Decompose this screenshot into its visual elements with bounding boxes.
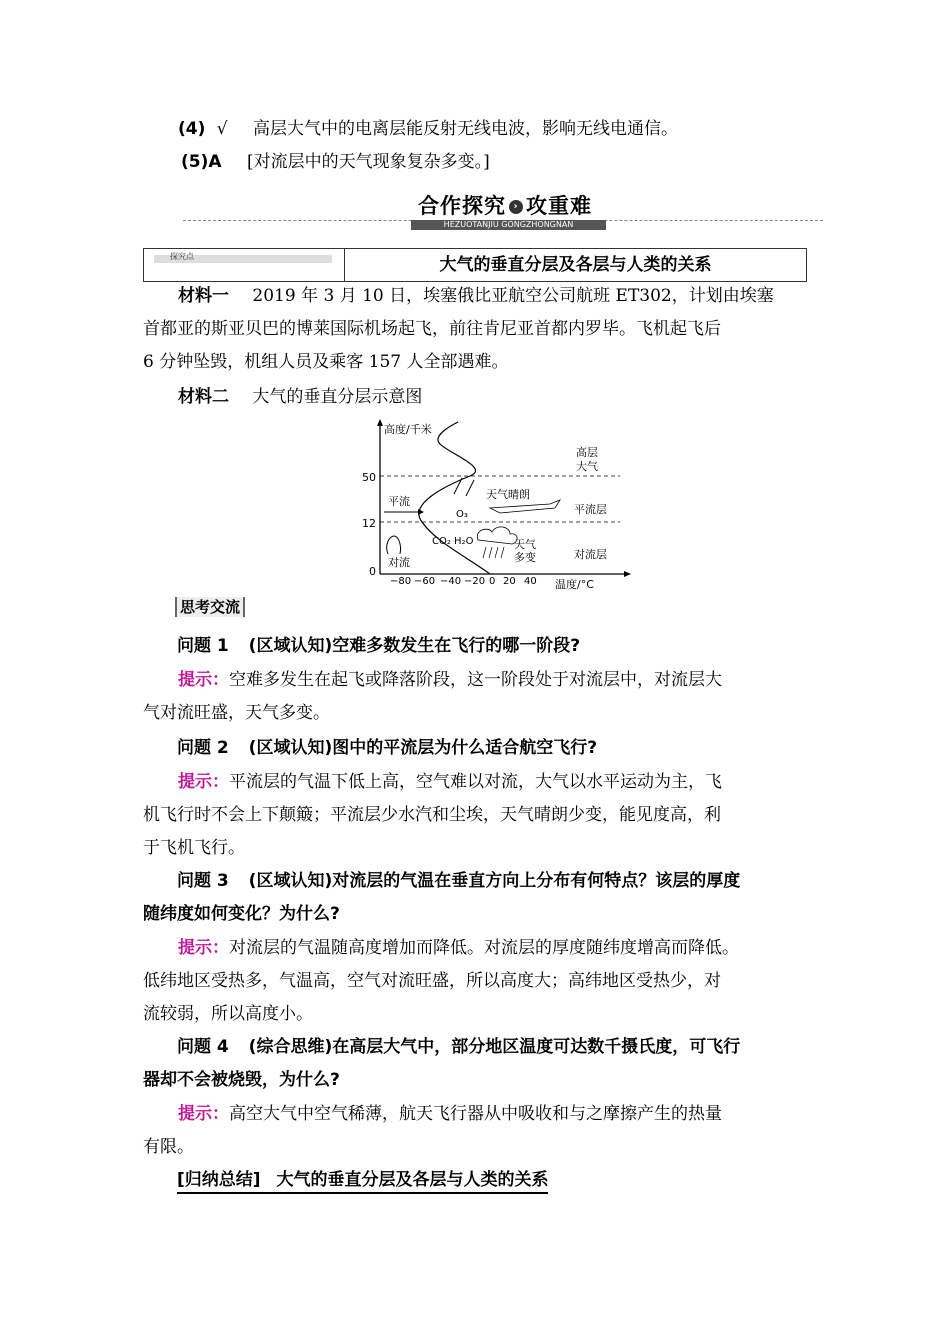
answer-1-line-2: 气对流旺盛，天气多变。 [143, 703, 330, 723]
y-tick-0: 0 [369, 565, 376, 578]
topic-title: 大气的垂直分层及各层与人类的关系 [439, 255, 712, 275]
answer-2-line-3: 于飞机飞行。 [143, 838, 245, 858]
x-tick-minus20: −20 [464, 576, 486, 587]
hint-label-3: 提示： [178, 938, 229, 958]
section-banner [183, 190, 823, 232]
atmosphere-diagram [350, 416, 650, 591]
y-tick-50: 50 [362, 471, 376, 484]
check-mark: √ [216, 119, 228, 139]
question-4 [177, 1035, 740, 1059]
answer-2-text-1: 平流层的气温下低上高，空气难以对流，大气以水平运动为主，飞 [229, 772, 722, 792]
arrow-right-icon: › [509, 200, 523, 214]
x-tick-40: 40 [524, 576, 537, 587]
question-3-line-2: 随纬度如何变化？为什么? [143, 904, 340, 924]
question-2-text: (区域认知)图中的平流层为什么适合航空飞行? [248, 738, 598, 758]
question-3-text-1: (区域认知)对流层的气温在垂直方向上分布有何特点？该层的厚度 [248, 871, 741, 891]
layer-high-2: 大气 [576, 460, 598, 473]
question-1-text: (区域认知)空难多数发生在飞行的哪一阶段? [248, 636, 581, 656]
weather-label-2: 多变 [514, 551, 536, 564]
layer-stratosphere: 平流层 [574, 503, 607, 516]
flow-convection-label: 对流 [388, 556, 410, 569]
x-tick-minus80: −80 [390, 576, 412, 587]
answer-4-line-1 [178, 1102, 722, 1126]
material2-text: 大气的垂直分层示意图 [252, 387, 423, 407]
answer-3-line-3: 流较弱，所以高度小。 [143, 1004, 313, 1024]
question-4-text-1: (综合思维)在高层大气中，部分地区温度可达数千摄氏度，可飞行 [248, 1037, 741, 1057]
answer-4 [178, 117, 678, 141]
sunny-label: 天气晴朗 [486, 488, 530, 501]
x-axis-label: 温度/°C [555, 578, 594, 591]
answer-5 [181, 150, 490, 174]
banner-title-right: 攻重难 [526, 194, 592, 218]
x-tick-minus40: −40 [440, 576, 462, 587]
question-2 [177, 736, 597, 760]
question-2-number: 问题 2 [177, 738, 229, 758]
x-tick-minus60: −60 [414, 576, 436, 587]
material1-line-2: 首都亚的斯亚贝巴的博莱国际机场起飞，前往肯尼亚首都内罗毕。飞机起飞后 [143, 319, 721, 339]
x-tick-20: 20 [503, 576, 516, 587]
flow-horizontal-label: 平流 [388, 495, 410, 508]
rain-icon [483, 547, 504, 558]
summary-title: 大气的垂直分层及各层与人类的关系 [276, 1170, 549, 1190]
answer-2-line-1 [178, 770, 722, 794]
x-tick-0: 0 [489, 576, 496, 587]
topic-tag-label: 探究点 [170, 252, 194, 261]
question-3 [177, 869, 740, 893]
question-4-number: 问题 4 [177, 1037, 229, 1057]
cloud-icon [477, 527, 517, 544]
answer-5-text: [对流层中的天气现象复杂多变。] [246, 152, 490, 172]
gases-label: CO₂ H₂O [432, 536, 474, 547]
answer-5-number: (5)A [181, 152, 222, 172]
y-axis-label: 高度/千米 [384, 423, 432, 436]
hint-label-1: 提示： [178, 670, 229, 690]
answer-4-line-2: 有限。 [143, 1137, 194, 1157]
question-1 [177, 634, 580, 658]
layer-high-1: 高层 [576, 446, 598, 459]
question-3-number: 问题 3 [177, 871, 229, 891]
material1-line-1 [178, 284, 774, 308]
banner-title [418, 190, 592, 218]
sun-ray-icon [454, 478, 462, 494]
ozone-label: O₃ [456, 509, 468, 520]
answer-4-text-1: 高空大气中空气稀薄，航天飞行器从中吸收和与之摩擦产生的热量 [229, 1104, 722, 1124]
sun-ray-icon-2 [466, 480, 474, 496]
layer-troposphere: 对流层 [574, 548, 607, 561]
think-tag: 思考交流 [175, 597, 245, 617]
material2-label: 材料二 [178, 387, 229, 407]
answer-3-text-1: 对流层的气温随高度增加而降低。对流层的厚度随纬度增高而降低。 [229, 938, 739, 958]
flow-arrowhead-icon [418, 509, 424, 515]
material1-label: 材料一 [178, 286, 229, 306]
summary-tag: [归纳总结] [177, 1170, 261, 1190]
answer-1-line-1 [178, 668, 722, 692]
material1-line-3: 6 分钟坠毁，机组人员及乘客 157 人全部遇难。 [143, 352, 509, 372]
question-4-line-2: 器却不会被烧毁，为什么? [143, 1070, 340, 1090]
y-tick-12: 12 [362, 517, 376, 530]
answer-4-text: 高层大气中的电离层能反射无线电波，影响无线电通信。 [253, 119, 679, 139]
answer-3-line-2: 低纬地区受热多，气温高，空气对流旺盛，所以高度大；高纬地区受热少，对 [143, 971, 721, 991]
answer-3-line-1 [178, 936, 739, 960]
x-axis-arrow-icon [624, 571, 631, 577]
hint-label-2: 提示： [178, 772, 229, 792]
answer-2-line-2: 机飞行时不会上下颠簸；平流层少水汽和尘埃，天气晴朗少变，能见度高，利 [143, 805, 721, 825]
answer-4-number: (4) [178, 119, 206, 139]
convection-arrow-icon [387, 536, 401, 554]
material2-line [178, 385, 422, 409]
hint-label-4: 提示： [178, 1104, 229, 1124]
weather-label-1: 天气 [514, 538, 536, 551]
summary-heading [177, 1168, 548, 1194]
question-1-number: 问题 1 [177, 636, 229, 656]
topic-tag [144, 249, 345, 281]
banner-subtitle: HEZUOTANJIU GONGZHONGNAN [411, 220, 606, 230]
topic-header [143, 248, 807, 282]
material1-text-1: 2019 年 3 月 10 日，埃塞俄比亚航空公司航班 ET302，计划由埃塞 [252, 286, 774, 306]
answer-1-text-1: 空难多发生在起飞或降落阶段，这一阶段处于对流层中，对流层大 [229, 670, 722, 690]
airplane-icon [490, 500, 560, 513]
y-axis-arrow-icon [377, 419, 383, 426]
banner-title-left: 合作探究 [418, 194, 506, 218]
temperature-curve [419, 422, 490, 574]
